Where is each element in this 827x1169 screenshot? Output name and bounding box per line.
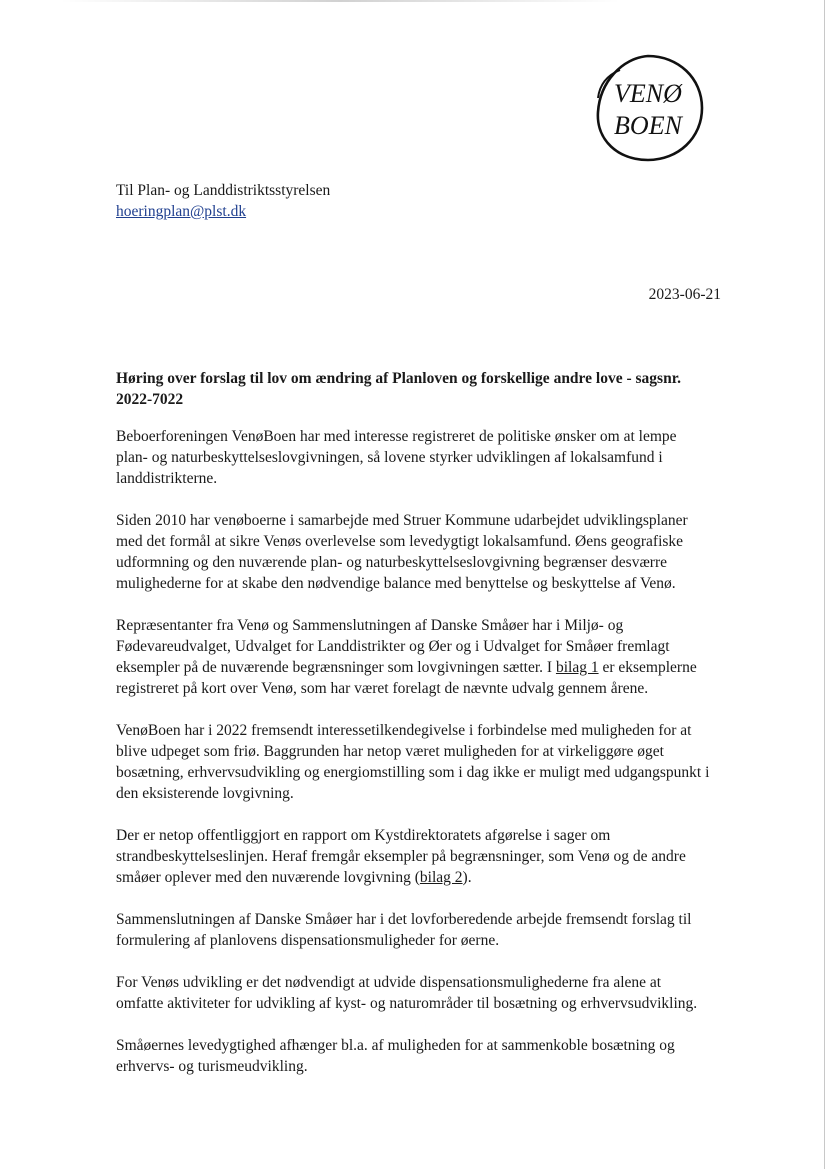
- bilag-2-link[interactable]: bilag 2: [419, 869, 463, 886]
- bilag-1-link[interactable]: bilag 1: [555, 659, 599, 676]
- scan-edge-right: [824, 0, 825, 1169]
- recipient-block: [116, 180, 330, 222]
- letter-body: [116, 368, 710, 1098]
- paragraph-7: For Venøs udvikling er det nødvendigt at udvide dispensationsmulighederne fra alene at omfatte aktiviteter for udvikling af kyst- og naturområder til bosætning og erhvervsudvikling.: [116, 974, 698, 1012]
- logo-line1: VENØ: [614, 79, 682, 108]
- logo-line2: BOEN: [614, 111, 682, 140]
- paragraph-4: VenøBoen har i 2022 fremsendt interessetilkendegivelse i forbindelse med muligheden for at blive udpeget som friø. Baggrunden har netop været muligheden for at virkeliggøre øget bosætning, erhvervsudvikling og energiomstilling som i dag ikke er muligt med udgangspunkt i den eksisterende lovgivning.: [116, 722, 710, 802]
- paragraph-5-text-b: ).: [462, 869, 472, 886]
- paragraph-6: Sammenslutningen af Danske Småøer har i det lovforberedende arbejde fremsendt forslag til formulering af planlovens dispensationsmuligheder for øerne.: [116, 911, 692, 949]
- recipient-name: Til Plan- og Landdistriktsstyrelsen: [116, 182, 331, 199]
- paragraph-8: Småøernes levedygtighed afhænger bl.a. af muligheden for at sammenkoble bosætning og erhvervs- og turismeudvikling.: [116, 1037, 675, 1075]
- recipient-email-link[interactable]: hoeringplan@plst.dk: [116, 203, 247, 220]
- paragraph-3: [116, 615, 710, 699]
- letter-subject: Høring over forslag til lov om ændring af Planloven og forskellige andre love - sagsnr. 2022-7022: [116, 370, 682, 408]
- scan-edge-top: [60, 0, 620, 2]
- paragraph-5: [116, 825, 710, 888]
- paragraph-3-text-b: er eksemplerne registreret på kort over Venø, som har været forelagt de nævnte udvalg gennem årene.: [116, 659, 697, 697]
- paragraph-2: Siden 2010 har venøboerne i samarbejde med Struer Kommune udarbejdet udviklingsplaner med det formål at sikre Venøs overlevelse som levedygtigt lokalsamfund. Øens geografiske udformning og den nuværende plan- og naturbeskyttelseslovgivning begrænser desværre mulighederne for at skabe den nødvendige balance med benyttelse og beskyttelse af Venø.: [116, 512, 688, 592]
- paragraph-1: Beboerforeningen VenøBoen har med interesse registreret de politiske ønsker om at lempe plan- og naturbeskyttelseslovgivningen, så lovene styrker udviklingen af lokalsamfund i landdistrikterne.: [116, 428, 677, 487]
- paragraph-3-text-a: Repræsentanter fra Venø og Sammenslutningen af Danske Småøer har i Miljø- og Fødevareudvalget, Udvalget for Landdistrikter og Øer og i Udvalget for Småøer fremlagt eksempler på de nuværende begrænsninger som lovgivningen sætter. I: [116, 617, 670, 676]
- venoboen-logo: [590, 52, 706, 164]
- letter-date: 2023-06-21: [648, 286, 721, 303]
- paragraph-5-text-a: Der er netop offentliggjort en rapport om Kystdirektoratets afgørelse i sager om strandbeskyttelseslinjen. Heraf fremgår eksempler på begrænsninger, som Venø og de andre småøer oplever med den nuværende lovgivning (: [116, 827, 686, 886]
